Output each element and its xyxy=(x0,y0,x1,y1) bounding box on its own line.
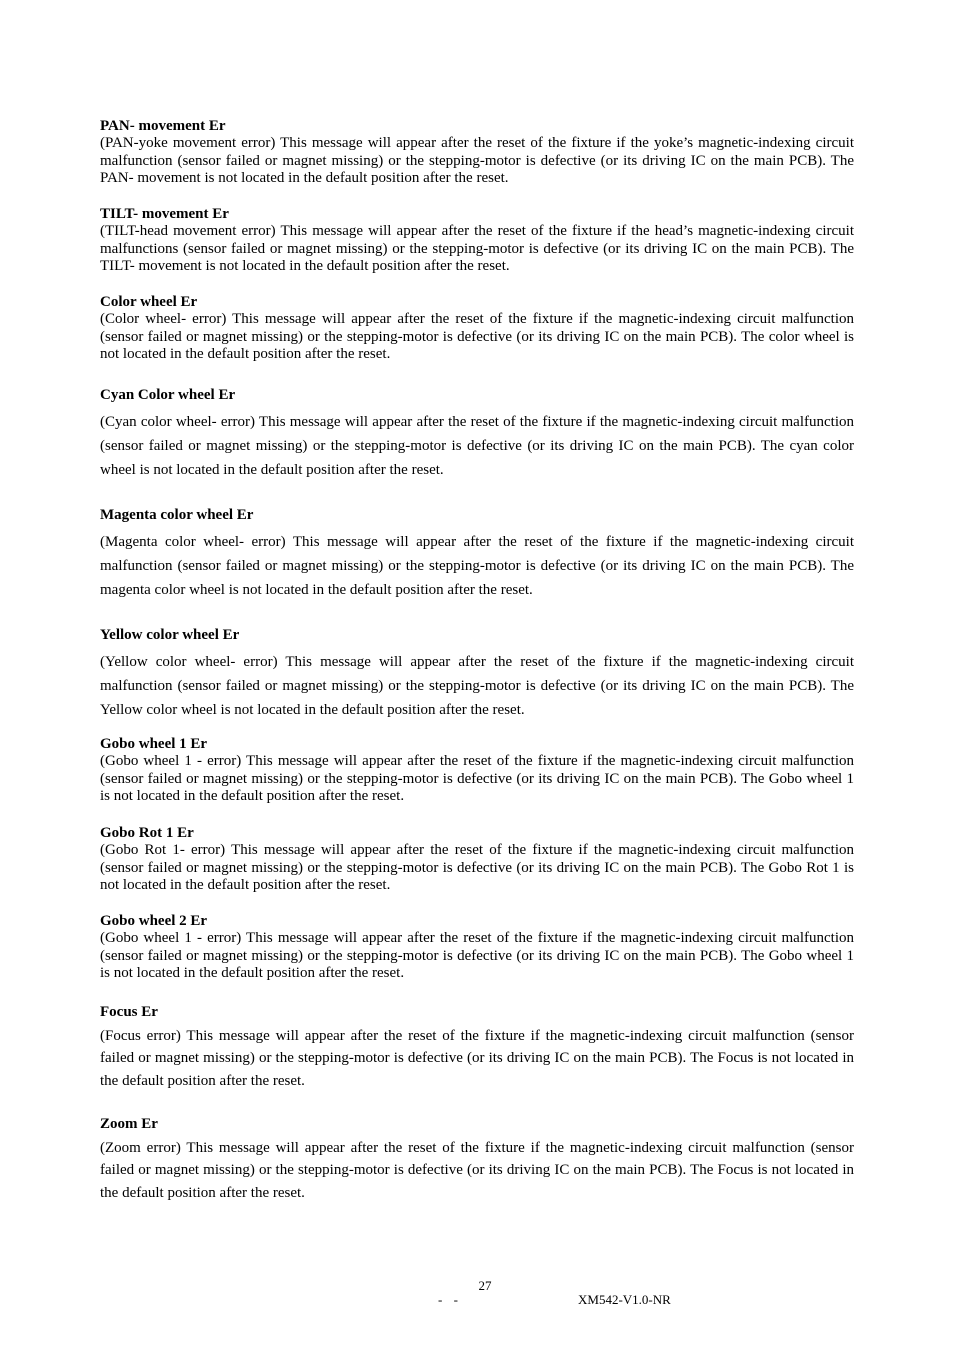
section-heading: Cyan Color wheel Er xyxy=(100,387,236,403)
section-body: (PAN-yoke movement error) This message will appear after the reset of the fixture if the yoke’s magnetic-indexing circuit malfunction (sensor failed or magnet missing) or the stepping-motor is defective (or its driving IC on the main PCB). The PAN- movement is not located in the default position after the reset. xyxy=(100,135,854,187)
section-zoom-error xyxy=(100,1115,854,1204)
section-body: (TILT-head movement error) This message will appear after the reset of the fixture if the head’s magnetic-indexing circuit malfunctions (sensor failed or magnet missing) or the stepping-motor is defective (or its driving IC on the main PCB). The TILT- movement is not located in the default position after the reset. xyxy=(100,223,854,275)
section-body: (Zoom error) This message will appear after the reset of the fixture if the magnetic-indexing circuit malfunction (sensor failed or magnet missing) or the stepping-motor is defective (or its driving IC on the main PCB). The Focus is not located in the default position after the reset. xyxy=(100,1140,854,1201)
section-heading: Gobo Rot 1 Er xyxy=(100,825,194,841)
page-number: 27 xyxy=(478,1278,492,1293)
section-body: (Gobo Rot 1- error) This message will appear after the reset of the fixture if the magnetic-indexing circuit malfunction (sensor failed or magnet missing) or the stepping-motor is defective (or its driving IC on the main PCB). The Gobo Rot 1 is not located in the default position after the reset. xyxy=(100,842,854,894)
section-gobo-wheel-2-error xyxy=(100,912,854,983)
section-heading: Gobo wheel 1 Er xyxy=(100,736,208,752)
section-heading: Gobo wheel 2 Er xyxy=(100,913,208,929)
section-heading: Yellow color wheel Er xyxy=(100,627,240,643)
section-pan-movement-error xyxy=(100,117,854,188)
section-body: (Cyan color wheel- error) This message will appear after the reset of the fixture if the magnetic-indexing circuit malfunction (sensor failed or magnet missing) or the stepping-motor is defective (or its driving IC on the main PCB). The cyan color wheel is not located in the default position after the reset. xyxy=(100,414,854,478)
section-heading: PAN- movement Er xyxy=(100,118,226,134)
section-gobo-wheel-1-error xyxy=(100,735,854,806)
section-body: (Focus error) This message will appear after the reset of the fixture if the magnetic-indexing circuit malfunction (sensor failed or magnet missing) or the stepping-motor is defective (or its driving IC on the main PCB). The Focus is not located in the default position after the reset. xyxy=(100,1028,854,1089)
section-body: (Gobo wheel 1 - error) This message will appear after the reset of the fixture if the magnetic-indexing circuit malfunction (sensor failed or magnet missing) or the stepping-motor is defective (or its driving IC on the main PCB). The Gobo wheel 1 is not located in the default position after the reset. xyxy=(100,753,854,805)
section-tilt-movement-error xyxy=(100,205,854,276)
section-heading: TILT- movement Er xyxy=(100,206,229,222)
section-body: (Gobo wheel 1 - error) This message will appear after the reset of the fixture if the magnetic-indexing circuit malfunction (sensor failed or magnet missing) or the stepping-motor is defective (or its driving IC on the main PCB). The Gobo wheel 1 is not located in the default position after the reset. xyxy=(100,930,854,982)
section-yellow-color-wheel-error xyxy=(100,626,854,722)
section-gobo-rot-1-error xyxy=(100,824,854,895)
section-body: (Yellow color wheel- error) This message will appear after the reset of the fixture if the magnetic-indexing circuit malfunction (sensor failed or magnet missing) or the stepping-motor is defective (or its driving IC on the main PCB). The Yellow color wheel is not located in the default position after the reset. xyxy=(100,654,854,718)
section-color-wheel-error xyxy=(100,293,854,364)
section-heading: Color wheel Er xyxy=(100,294,198,310)
document-id: XM542-V1.0-NR xyxy=(578,1292,671,1307)
section-heading: Focus Er xyxy=(100,1004,158,1020)
section-magenta-color-wheel-error xyxy=(100,506,854,602)
footer-dashes: - - xyxy=(438,1292,462,1307)
section-heading: Magenta color wheel Er xyxy=(100,507,254,523)
section-heading: Zoom Er xyxy=(100,1116,158,1132)
section-body: (Color wheel- error) This message will appear after the reset of the fixture if the magnetic-indexing circuit malfunction (sensor failed or magnet missing) or the stepping-motor is defective (or its driving IC on the main PCB). The color wheel is not located in the default position after the reset. xyxy=(100,311,854,363)
section-cyan-color-wheel-error xyxy=(100,386,854,482)
section-body: (Magenta color wheel- error) This message will appear after the reset of the fixture if the magnetic-indexing circuit malfunction (sensor failed or magnet missing) or the stepping-motor is defective (or its driving IC on the main PCB). The magenta color wheel is not located in the default position after the reset. xyxy=(100,534,854,598)
section-focus-error xyxy=(100,1003,854,1092)
